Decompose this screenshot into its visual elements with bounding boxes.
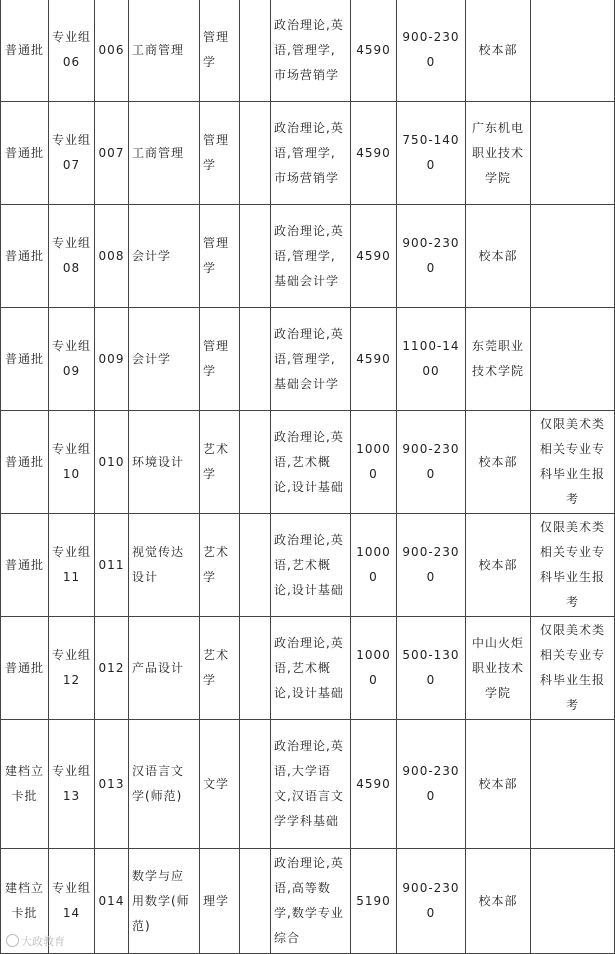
category-cell: 文学 xyxy=(200,720,240,849)
batch-cell: 普通批 xyxy=(1,308,49,411)
table-row xyxy=(1,411,615,514)
location-cell: 广东机电职业技术学院 xyxy=(466,102,531,205)
blank-cell xyxy=(240,720,271,849)
note-cell xyxy=(531,102,615,205)
location-cell: 校本部 xyxy=(466,0,531,102)
table-row xyxy=(1,308,615,411)
location-cell: 校本部 xyxy=(466,720,531,849)
subjects-cell: 政治理论,英语,高等数学,数学专业综合 xyxy=(271,849,351,954)
category-cell: 管理学 xyxy=(200,308,240,411)
time-cell: 500-1300 xyxy=(397,617,466,720)
batch-cell: 普通批 xyxy=(1,411,49,514)
blank-cell xyxy=(240,514,271,617)
subjects-cell: 政治理论,英语,管理学,市场营销学 xyxy=(271,0,351,102)
location-cell: 校本部 xyxy=(466,849,531,954)
time-cell: 900-2300 xyxy=(397,720,466,849)
major-cell: 产品设计 xyxy=(129,617,200,720)
table-row xyxy=(1,849,615,954)
subjects-cell: 政治理论,英语,管理学,基础会计学 xyxy=(271,205,351,308)
time-cell: 900-2300 xyxy=(397,0,466,102)
code-cell: 007 xyxy=(95,102,129,205)
time-cell: 750-1400 xyxy=(397,102,466,205)
code-cell: 013 xyxy=(95,720,129,849)
subjects-cell: 政治理论,英语,艺术概论,设计基础 xyxy=(271,411,351,514)
fee-cell: 5190 xyxy=(351,849,397,954)
blank-cell xyxy=(240,102,271,205)
subjects-cell: 政治理论,英语,大学语文,汉语言文学学科基础 xyxy=(271,720,351,849)
blank-cell xyxy=(240,849,271,954)
table-row xyxy=(1,617,615,720)
fee-cell: 4590 xyxy=(351,205,397,308)
location-cell: 东莞职业技术学院 xyxy=(466,308,531,411)
note-cell xyxy=(531,205,615,308)
batch-cell: 普通批 xyxy=(1,617,49,720)
note-cell: 仅限美术类相关专业专科毕业生报考 xyxy=(531,617,615,720)
major-cell: 会计学 xyxy=(129,308,200,411)
batch-cell: 建档立卡批 xyxy=(1,720,49,849)
fee-cell: 10000 xyxy=(351,514,397,617)
watermark-text: 大政教育 xyxy=(21,935,65,948)
group-cell: 专业组14 xyxy=(49,849,95,954)
blank-cell xyxy=(240,0,271,102)
category-cell: 艺术学 xyxy=(200,514,240,617)
major-cell: 工商管理 xyxy=(129,102,200,205)
blank-cell xyxy=(240,308,271,411)
group-cell: 专业组12 xyxy=(49,617,95,720)
batch-cell: 普通批 xyxy=(1,102,49,205)
major-cell: 视觉传达设计 xyxy=(129,514,200,617)
group-cell: 专业组11 xyxy=(49,514,95,617)
note-cell xyxy=(531,308,615,411)
major-cell: 工商管理 xyxy=(129,0,200,102)
location-cell: 中山火炬职业技术学院 xyxy=(466,617,531,720)
category-cell: 管理学 xyxy=(200,102,240,205)
category-cell: 理学 xyxy=(200,849,240,954)
code-cell: 011 xyxy=(95,514,129,617)
group-cell: 专业组10 xyxy=(49,411,95,514)
table-row xyxy=(1,205,615,308)
location-cell: 校本部 xyxy=(466,205,531,308)
category-cell: 艺术学 xyxy=(200,617,240,720)
note-cell xyxy=(531,849,615,954)
fee-cell: 10000 xyxy=(351,617,397,720)
code-cell: 006 xyxy=(95,0,129,102)
location-cell: 校本部 xyxy=(466,514,531,617)
table-row xyxy=(1,514,615,617)
subjects-cell: 政治理论,英语,管理学,市场营销学 xyxy=(271,102,351,205)
note-cell xyxy=(531,720,615,849)
fee-cell: 4590 xyxy=(351,720,397,849)
batch-cell: 普通批 xyxy=(1,205,49,308)
time-cell: 1100-1400 xyxy=(397,308,466,411)
fee-cell: 4590 xyxy=(351,308,397,411)
category-cell: 管理学 xyxy=(200,205,240,308)
table-row xyxy=(1,102,615,205)
time-cell: 900-2300 xyxy=(397,514,466,617)
time-cell: 900-2300 xyxy=(397,205,466,308)
code-cell: 014 xyxy=(95,849,129,954)
code-cell: 009 xyxy=(95,308,129,411)
note-cell xyxy=(531,0,615,102)
group-cell: 专业组09 xyxy=(49,308,95,411)
major-cell: 环境设计 xyxy=(129,411,200,514)
batch-cell: 普通批 xyxy=(1,0,49,102)
fee-cell: 10000 xyxy=(351,411,397,514)
location-cell: 校本部 xyxy=(466,411,531,514)
time-cell: 900-2300 xyxy=(397,849,466,954)
code-cell: 012 xyxy=(95,617,129,720)
fee-cell: 4590 xyxy=(351,102,397,205)
subjects-cell: 政治理论,英语,艺术概论,设计基础 xyxy=(271,617,351,720)
group-cell: 专业组13 xyxy=(49,720,95,849)
category-cell: 艺术学 xyxy=(200,411,240,514)
blank-cell xyxy=(240,411,271,514)
major-cell: 汉语言文学(师范) xyxy=(129,720,200,849)
group-cell: 专业组08 xyxy=(49,205,95,308)
code-cell: 010 xyxy=(95,411,129,514)
major-cell: 会计学 xyxy=(129,205,200,308)
major-cell: 数学与应用数学(师范) xyxy=(129,849,200,954)
group-cell: 专业组07 xyxy=(49,102,95,205)
watermark xyxy=(6,933,65,949)
note-cell: 仅限美术类相关专业专科毕业生报考 xyxy=(531,411,615,514)
blank-cell xyxy=(240,205,271,308)
table-row xyxy=(1,720,615,849)
category-cell: 管理学 xyxy=(200,0,240,102)
blank-cell xyxy=(240,617,271,720)
table-row xyxy=(1,0,615,102)
batch-cell: 建档立卡批 xyxy=(1,849,49,954)
subjects-cell: 政治理论,英语,艺术概论,设计基础 xyxy=(271,514,351,617)
code-cell: 008 xyxy=(95,205,129,308)
fee-cell: 4590 xyxy=(351,0,397,102)
note-cell: 仅限美术类相关专业专科毕业生报考 xyxy=(531,514,615,617)
watermark-logo-icon xyxy=(6,934,19,947)
subjects-cell: 政治理论,英语,管理学,基础会计学 xyxy=(271,308,351,411)
time-cell: 900-2300 xyxy=(397,411,466,514)
batch-cell: 普通批 xyxy=(1,514,49,617)
group-cell: 专业组06 xyxy=(49,0,95,102)
